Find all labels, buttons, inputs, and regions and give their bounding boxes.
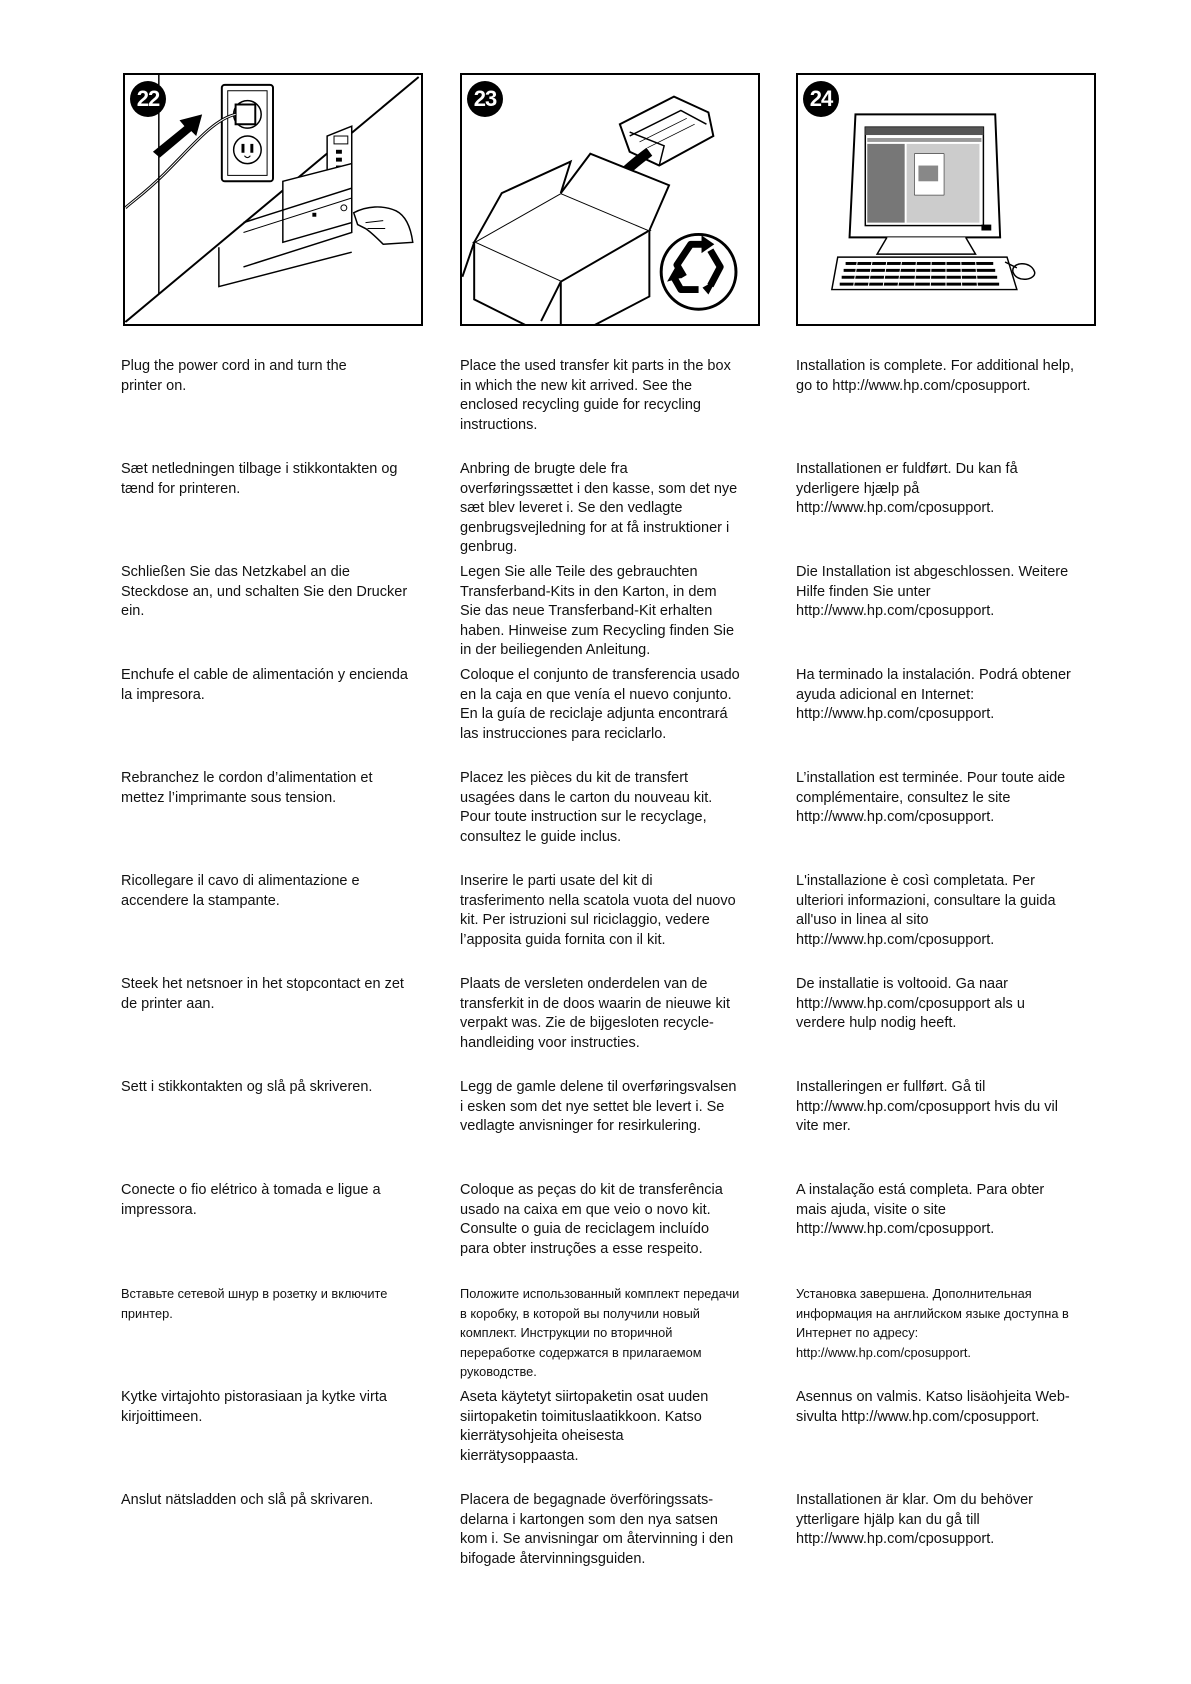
instruction-fr: Placez les pièces du kit de transfert usagées dans le carton du nouveau kit. Pour toute instruction sur le recyclage, consultez le guide inclus. (460, 770, 713, 845)
instruction-fr: L’installation est terminée. Pour toute aide complémentaire, consultez le site http://www.hp.com/cposupport. (796, 770, 1066, 826)
illustration-step-22 (123, 73, 423, 326)
instruction-de: Schließen Sie das Netzkabel an die Steckdose an, und schalten Sie den Drucker ein. (121, 564, 408, 620)
instruction-de: Legen Sie alle Teile des gebrauchten Transferband-Kits in den Karton, in dem Sie das neue Transferband-Kit erhalten haben. Hinweise zum Recycling finden Sie in der beiliegenden Anleitung. (460, 564, 735, 659)
instruction-da: Installationen er fuldført. Du kan få yderligere hjælp på http://www.hp.com/cposupport. (796, 461, 1018, 517)
instruction-es: Coloque el conjunto de transferencia usado en la caja en que venía el nuevo conjunto. En la guía de reciclaje adjunta encontrará las instrucciones para reciclarlo. (460, 667, 740, 742)
instruction-ru: Вставьте сетевой шнур в розетку и включите принтер. (121, 1286, 388, 1321)
instruction-no: Installeringen er fullført. Gå til http://www.hp.com/cposupport hvis du vil vite mer. (796, 1079, 1058, 1135)
instruction-en: Plug the power cord in and turn the printer on. (121, 358, 347, 394)
instruction-nl: Plaats de versleten onderdelen van de transferkit in de doos waarin de nieuwe kit verpakt was. Zie de bijgesloten recycle- handleiding voor instructies. (460, 976, 731, 1051)
instruction-sv: Placera de begagnade överföringssats- delarna i kartongen som den nya satsen kom i. Se anvisningar om återvinning i den bifogade återvinningsguiden. (460, 1492, 734, 1567)
illustration-step-23 (460, 73, 760, 326)
instruction-es: Enchufe el cable de alimentación y encienda la impresora. (121, 667, 408, 703)
instruction-en: Installation is complete. For additional help, go to http://www.hp.com/cposupport. (796, 358, 1075, 394)
instruction-pt: Coloque as peças do kit de transferência usado na caixa em que veio o novo kit. Consulte o guia de reciclagem incluído para obter instruções a esse respeito. (460, 1182, 723, 1257)
step-number-badge: 24 (803, 81, 839, 117)
instruction-nl: Steek het netsnoer in het stopcontact en zet de printer aan. (121, 976, 404, 1012)
recycle-box-illustration (462, 75, 758, 324)
instruction-pt: Conecte o fio elétrico à tomada e ligue a impressora. (121, 1182, 381, 1218)
instruction-da: Sæt netledningen tilbage i stikkontakten og tænd for printeren. (121, 461, 398, 497)
instruction-es: Ha terminado la instalación. Podrá obtener ayuda adicional en Internet: http://www.hp.com/cposupport. (796, 667, 1071, 723)
instruction-fi: Aseta käytetyt siirtopaketin osat uuden siirtopaketin toimituslaatikkoon. Katso kierrätysohjeita oheisesta kierrätysoppaasta. (460, 1389, 709, 1464)
instruction-it: Inserire le parti usate del kit di trasferimento nella scatola vuota del nuovo kit. Per istruzioni sul riciclaggio, vedere l’apposita guida fornita con il kit. (460, 873, 736, 948)
instruction-fi: Kytke virtajohto pistorasiaan ja kytke virta kirjoittimeen. (121, 1389, 387, 1425)
instruction-no: Sett i stikkontakten og slå på skriveren. (121, 1079, 373, 1095)
instruction-it: L'installazione è così completata. Per ulteriori informazioni, consultare la guida all'uso in linea al sito http://www.hp.com/cposupport. (796, 873, 1056, 948)
instruction-fr: Rebranchez le cordon d’alimentation et mettez l’imprimante sous tension. (121, 770, 373, 806)
instruction-fi: Asennus on valmis. Katso lisäohjeita Web- sivulta http://www.hp.com/cposupport. (796, 1389, 1070, 1425)
power-cord-printer-illustration (125, 75, 421, 324)
step-number-badge: 22 (130, 81, 166, 117)
illustration-step-24 (796, 73, 1096, 326)
instruction-ru: Положите использованный комплект передачи в коробку, в которой вы получили новый комплект. Инструкции по вторичной переработке содержатся в прилагаемом руководстве. (460, 1286, 740, 1380)
instruction-sv: Installationen är klar. Om du behöver ytterligare hjälp kan du gå till http://www.hp.com/cposupport. (796, 1492, 1033, 1548)
instruction-pt: A instalação está completa. Para obter mais ajuda, visite o site http://www.hp.com/cposupport. (796, 1182, 1045, 1238)
computer-illustration (798, 75, 1094, 324)
instruction-da: Anbring de brugte dele fra overføringssættet i den kasse, som det nye sæt blev leveret i. Se den vedlagte genbrugsvejledning for at få instruktioner i genbrug. (460, 461, 738, 556)
instruction-ru: Установка завершена. Дополнительная информация на английском языке доступна в Интернет по адресу: http://www.hp.com/cposupport. (796, 1286, 1069, 1360)
instruction-en: Place the used transfer kit parts in the box in which the new kit arrived. See the enclosed recycling guide for recycling instructions. (460, 358, 731, 433)
instruction-it: Ricollegare il cavo di alimentazione e accendere la stampante. (121, 873, 360, 909)
instruction-de: Die Installation ist abgeschlossen. Weitere Hilfe finden Sie unter http://www.hp.com/cposupport. (796, 564, 1069, 620)
step-number-badge: 23 (467, 81, 503, 117)
instruction-no: Legg de gamle delene til overføringsvalsen i esken som det nye settet ble levert i. Se vedlagte anvisninger for resirkulering. (460, 1079, 737, 1135)
instruction-nl: De installatie is voltooid. Ga naar http://www.hp.com/cposupport als u verdere hulp nodig heeft. (796, 976, 1025, 1032)
instruction-sv: Anslut nätsladden och slå på skrivaren. (121, 1492, 374, 1508)
